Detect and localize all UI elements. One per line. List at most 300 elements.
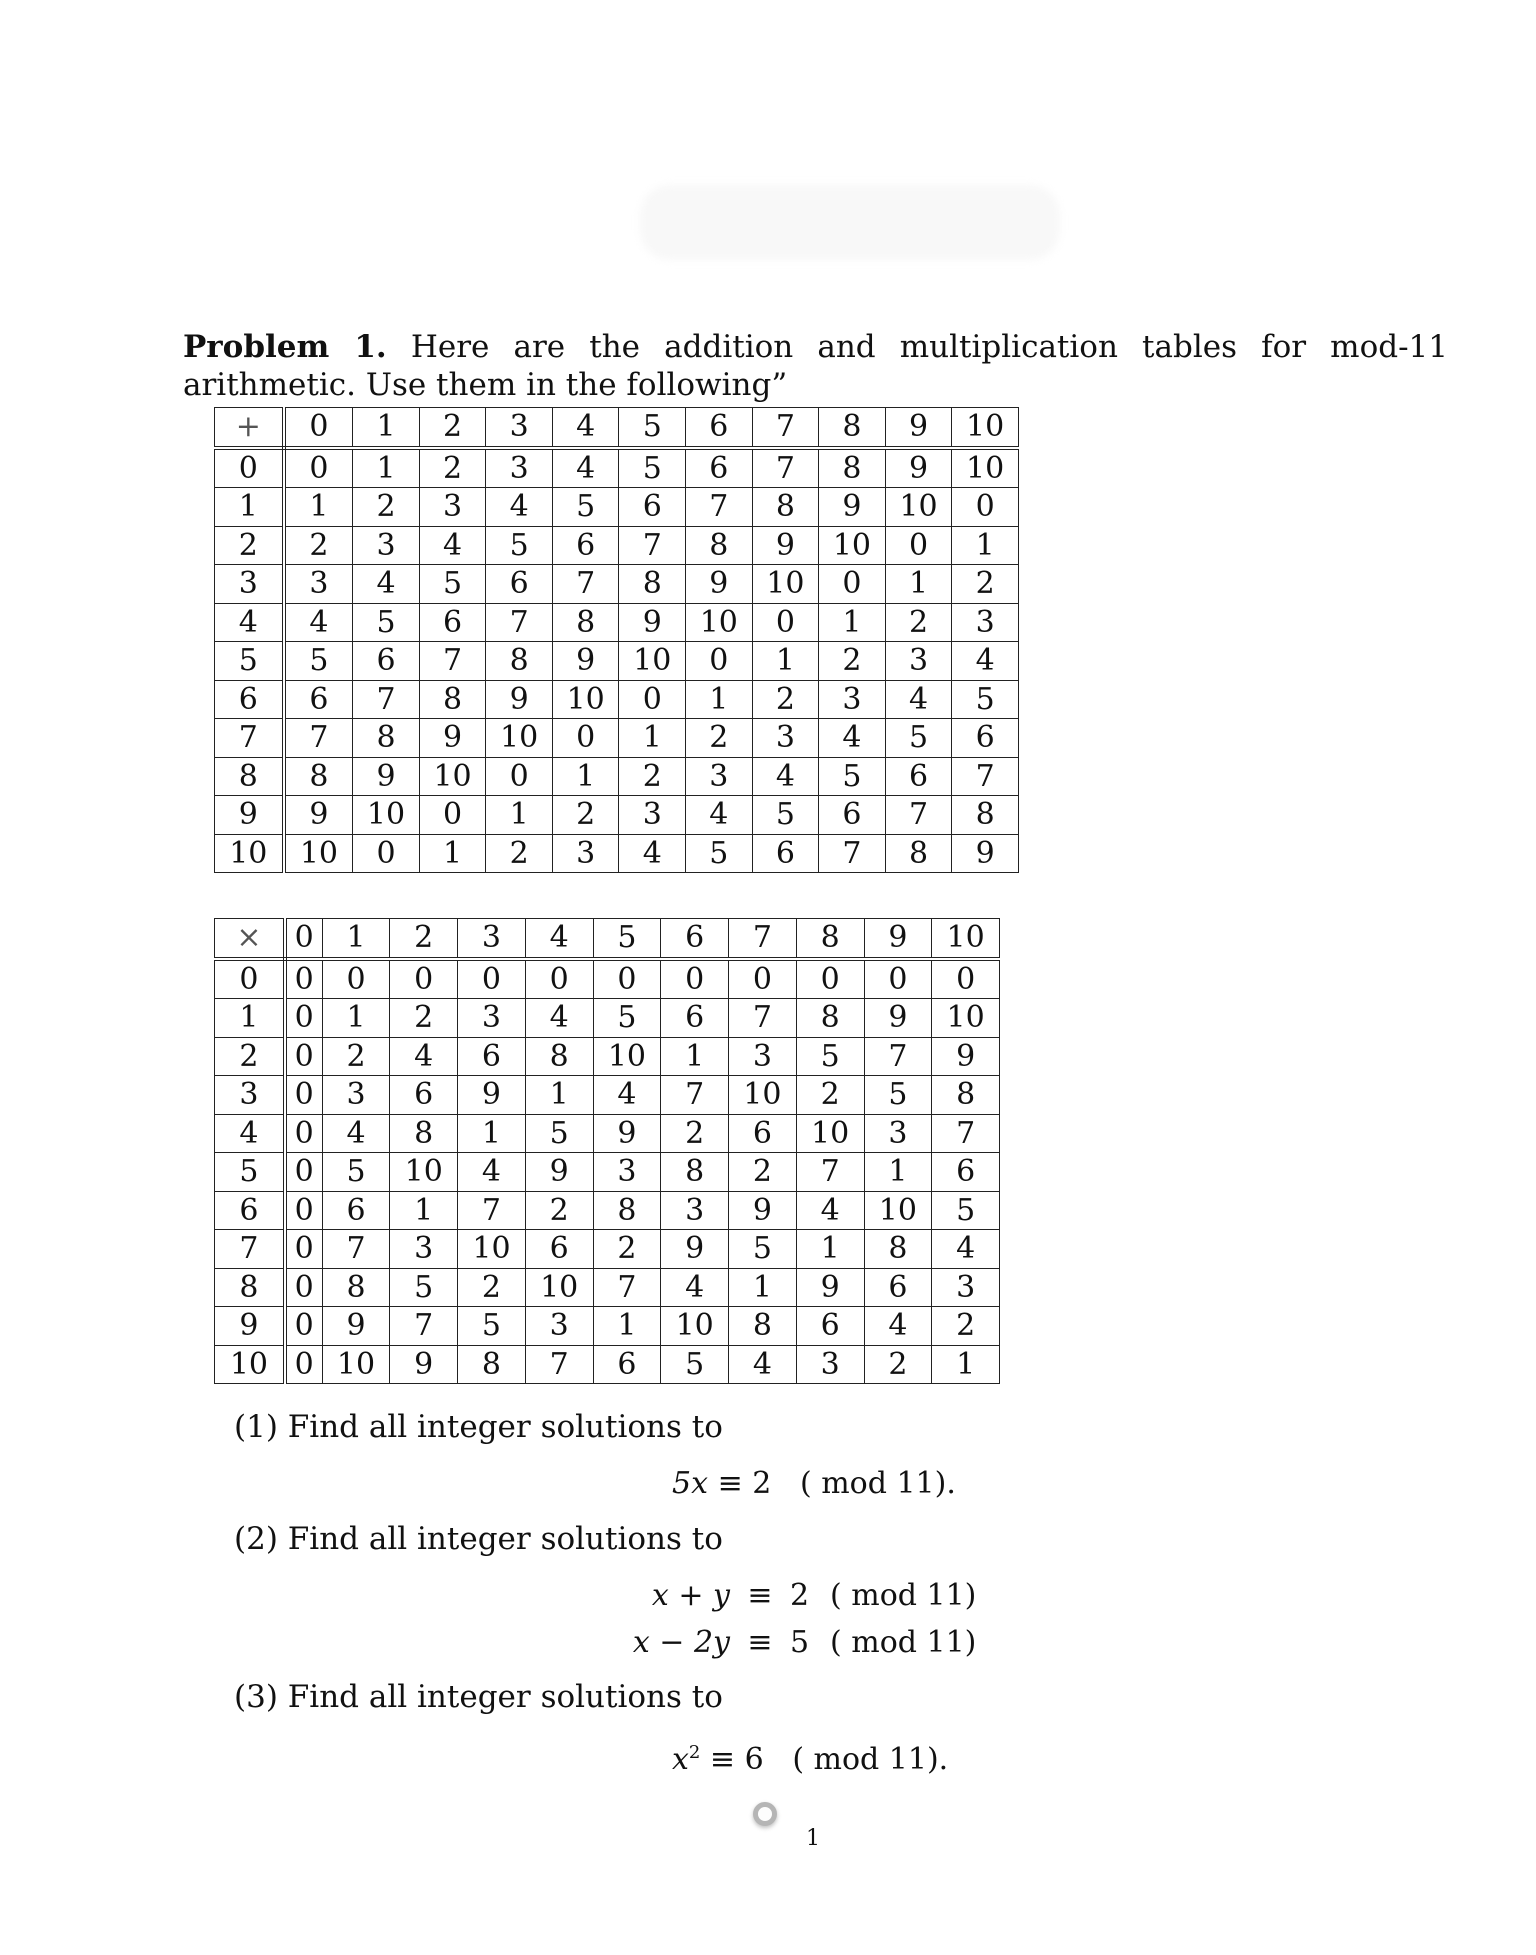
addition-row-header: 4 [215,603,284,642]
multiplication-cell: 1 [390,1191,458,1230]
multiplication-cell: 3 [593,1153,661,1192]
multiplication-row [215,999,1000,1038]
multiplication-cell: 2 [525,1191,593,1230]
multiplication-cell: 4 [729,1345,797,1384]
question-1-prompt: (1) Find all integer solutions to [234,1409,723,1445]
addition-cell: 3 [419,488,486,527]
multiplication-cell: 4 [864,1307,932,1346]
multiplication-cell: 6 [458,1037,526,1076]
multiplication-cell: 7 [796,1153,864,1192]
multiplication-row [215,1345,1000,1384]
addition-row [215,448,1019,488]
addition-cell: 7 [952,757,1019,796]
addition-cell: 10 [885,488,952,527]
addition-cell: 7 [819,834,886,873]
addition-cell: 7 [752,448,819,488]
addition-cell: 4 [284,603,353,642]
addition-cell: 0 [686,642,753,681]
multiplication-cell: 8 [661,1153,729,1192]
multiplication-row [215,1153,1000,1192]
addition-cell: 3 [752,719,819,758]
addition-row [215,719,1019,758]
addition-cell: 3 [686,757,753,796]
addition-cell: 6 [686,448,753,488]
question-1-equation [672,1465,956,1503]
addition-cell: 6 [885,757,952,796]
addition-cell: 2 [486,834,553,873]
addition-cell: 1 [552,757,619,796]
multiplication-cell: 10 [390,1153,458,1192]
addition-row [215,565,1019,604]
addition-column-header: 8 [819,408,886,448]
addition-cell: 1 [486,796,553,835]
multiplication-column-header: 8 [796,919,864,959]
addition-cell: 9 [353,757,420,796]
multiplication-cell: 4 [322,1114,390,1153]
multiplication-cell: 3 [729,1037,797,1076]
multiplication-cell: 2 [593,1230,661,1269]
addition-cell: 5 [619,448,686,488]
multiplication-cell: 0 [285,1307,322,1346]
multiplication-cell: 5 [322,1153,390,1192]
multiplication-cell: 10 [322,1345,390,1384]
addition-cell: 4 [353,565,420,604]
multiplication-row [215,959,1000,999]
question-2-system [620,1572,976,1666]
addition-cell: 7 [486,603,553,642]
multiplication-cell: 10 [661,1307,729,1346]
multiplication-cell: 10 [458,1230,526,1269]
q2-eq2-mod: ( mod 11) [830,1625,977,1660]
multiplication-row [215,1076,1000,1115]
addition-cell: 4 [952,642,1019,681]
multiplication-row [215,1114,1000,1153]
addition-cell: 9 [552,642,619,681]
addition-cell: 8 [552,603,619,642]
multiplication-cell: 8 [458,1345,526,1384]
addition-cell: 8 [885,834,952,873]
addition-cell: 5 [552,488,619,527]
multiplication-column-header: 1 [322,919,390,959]
blurred-header [640,185,1060,260]
addition-row [215,526,1019,565]
multiplication-cell: 8 [322,1268,390,1307]
multiplication-cell: 9 [525,1153,593,1192]
multiplication-column-header: 7 [729,919,797,959]
multiplication-column-header: 4 [525,919,593,959]
multiplication-row-header: 3 [215,1076,285,1115]
addition-column-header: 6 [686,408,753,448]
addition-cell: 0 [819,565,886,604]
addition-cell: 3 [486,448,553,488]
addition-cell: 0 [353,834,420,873]
addition-cell: 2 [419,448,486,488]
problem-intro: Here are the addition and multiplication tables for mod-11 arithmetic. Use them in the following” [183,329,1448,403]
addition-row [215,488,1019,527]
addition-cell: 8 [284,757,353,796]
multiplication-row-header: 8 [215,1268,285,1307]
q2-eq1-lhs: x + y [651,1578,730,1613]
multiplication-cell: 6 [932,1153,1000,1192]
addition-cell: 8 [486,642,553,681]
multiplication-cell: 5 [729,1230,797,1269]
multiplication-row [215,1191,1000,1230]
multiplication-cell: 3 [661,1191,729,1230]
addition-cell: 1 [419,834,486,873]
addition-cell: 4 [752,757,819,796]
multiplication-cell: 0 [864,959,932,999]
addition-cell: 8 [353,719,420,758]
addition-cell: 9 [819,488,886,527]
addition-cell: 9 [284,796,353,835]
addition-cell: 7 [885,796,952,835]
multiplication-cell: 3 [796,1345,864,1384]
q3-mod: ( mod 11). [792,1742,949,1777]
multiplication-row [215,1268,1000,1307]
addition-cell: 4 [486,488,553,527]
multiplication-cell: 1 [932,1345,1000,1384]
multiplication-cell: 8 [932,1076,1000,1115]
addition-cell: 4 [885,680,952,719]
multiplication-row-header: 1 [215,999,285,1038]
addition-cell: 3 [885,642,952,681]
addition-cell: 5 [419,565,486,604]
multiplication-cell: 3 [458,999,526,1038]
addition-column-header: 4 [552,408,619,448]
multiplication-cell: 7 [729,999,797,1038]
q2-eq2-rel: ≡ [747,1625,773,1660]
addition-cell: 6 [619,488,686,527]
question-3-prompt: (3) Find all integer solutions to [234,1679,723,1715]
multiplication-cell: 6 [525,1230,593,1269]
addition-row-header: 2 [215,526,284,565]
addition-cell: 4 [419,526,486,565]
addition-cell: 4 [819,719,886,758]
addition-row [215,603,1019,642]
multiplication-cell: 1 [864,1153,932,1192]
multiplication-cell: 6 [322,1191,390,1230]
addition-column-header: 3 [486,408,553,448]
addition-column-header: 9 [885,408,952,448]
multiplication-cell: 0 [729,959,797,999]
multiplication-cell: 0 [285,1230,322,1269]
q2-equation-2 [620,1619,976,1666]
question-3-equation [672,1734,948,1779]
addition-cell: 7 [353,680,420,719]
question-2-prompt: (2) Find all integer solutions to [234,1521,723,1557]
multiplication-cell: 0 [390,959,458,999]
multiplication-column-header: 6 [661,919,729,959]
addition-cell: 1 [752,642,819,681]
multiplication-cell: 2 [458,1268,526,1307]
q3-rel: ≡ [709,1742,736,1777]
multiplication-cell: 0 [285,1153,322,1192]
addition-cell: 5 [885,719,952,758]
addition-cell: 10 [952,448,1019,488]
addition-row [215,642,1019,681]
addition-cell: 7 [552,565,619,604]
multiplication-cell: 4 [593,1076,661,1115]
multiplication-cell: 9 [932,1037,1000,1076]
addition-cell: 3 [619,796,686,835]
multiplication-cell: 0 [285,1268,322,1307]
addition-cell: 5 [284,642,353,681]
addition-cell: 2 [752,680,819,719]
multiplication-cell: 5 [796,1037,864,1076]
q2-equation-1 [620,1572,976,1619]
addition-cell: 8 [419,680,486,719]
multiplication-cell: 7 [390,1307,458,1346]
multiplication-cell: 1 [661,1037,729,1076]
multiplication-cell: 10 [593,1037,661,1076]
spinner-icon [753,1802,777,1826]
multiplication-cell: 7 [525,1345,593,1384]
multiplication-cell: 7 [458,1191,526,1230]
multiplication-cell: 10 [796,1114,864,1153]
multiplication-cell: 0 [285,1191,322,1230]
addition-cell: 6 [419,603,486,642]
q3-lhs-base: x [672,1742,689,1777]
q1-mod: ( mod 11). [799,1466,956,1501]
problem-statement [183,328,1448,404]
multiplication-cell: 9 [322,1307,390,1346]
multiplication-cell: 6 [593,1345,661,1384]
addition-cell: 3 [353,526,420,565]
addition-cell: 5 [819,757,886,796]
multiplication-cell: 3 [864,1114,932,1153]
addition-cell: 9 [419,719,486,758]
multiplication-cell: 9 [458,1076,526,1115]
multiplication-cell: 0 [285,1114,322,1153]
addition-cell: 10 [686,603,753,642]
addition-cell: 6 [486,565,553,604]
multiplication-cell: 2 [661,1114,729,1153]
multiplication-cell: 0 [796,959,864,999]
addition-header-row [215,408,1019,448]
addition-column-header: 10 [952,408,1019,448]
multiplication-cell: 5 [525,1114,593,1153]
addition-cell: 5 [952,680,1019,719]
multiplication-cell: 3 [390,1230,458,1269]
addition-cell: 6 [353,642,420,681]
addition-row [215,796,1019,835]
multiplication-cell: 10 [932,999,1000,1038]
addition-cell: 10 [284,834,353,873]
multiplication-cell: 3 [322,1076,390,1115]
q2-eq1-rhs: 2 [790,1578,810,1613]
multiplication-cell: 1 [729,1268,797,1307]
multiplication-cell: 9 [729,1191,797,1230]
addition-cell: 2 [284,526,353,565]
q3-rhs: 6 [744,1742,764,1777]
multiplication-row-header: 4 [215,1114,285,1153]
addition-cell: 9 [686,565,753,604]
multiplication-cell: 5 [458,1307,526,1346]
multiplication-cell: 9 [796,1268,864,1307]
multiplication-cell: 2 [796,1076,864,1115]
multiplication-cell: 4 [661,1268,729,1307]
addition-cell: 4 [686,796,753,835]
multiplication-header-row [215,919,1000,959]
multiplication-row-header: 0 [215,959,285,999]
multiplication-row-header: 6 [215,1191,285,1230]
multiplication-cell: 4 [796,1191,864,1230]
addition-cell: 3 [819,680,886,719]
multiplication-cell: 2 [864,1345,932,1384]
addition-cell: 8 [752,488,819,527]
multiplication-cell: 8 [390,1114,458,1153]
multiplication-cell: 0 [932,959,1000,999]
addition-cell: 8 [819,448,886,488]
addition-row-header: 3 [215,565,284,604]
multiplication-cell: 7 [593,1268,661,1307]
multiplication-cell: 0 [285,1345,322,1384]
addition-row-header: 9 [215,796,284,835]
multiplication-cell: 6 [796,1307,864,1346]
addition-cell: 10 [619,642,686,681]
multiplication-cell: 5 [593,999,661,1038]
multiplication-cell: 0 [285,1037,322,1076]
multiplication-cell: 8 [796,999,864,1038]
addition-cell: 6 [284,680,353,719]
multiplication-cell: 1 [322,999,390,1038]
q1-rhs: 2 [752,1466,772,1501]
addition-cell: 1 [686,680,753,719]
page-number: 1 [806,1826,820,1851]
multiplication-cell: 9 [390,1345,458,1384]
addition-cell: 4 [552,448,619,488]
multiplication-cell: 0 [458,959,526,999]
addition-cell: 0 [486,757,553,796]
addition-cell: 1 [619,719,686,758]
addition-cell: 9 [952,834,1019,873]
addition-cell: 2 [952,565,1019,604]
q2-eq2-rhs: 5 [790,1625,810,1660]
addition-cell: 10 [486,719,553,758]
addition-cell: 1 [284,488,353,527]
multiplication-row-header: 5 [215,1153,285,1192]
multiplication-cell: 7 [864,1037,932,1076]
addition-cell: 1 [819,603,886,642]
multiplication-cell: 2 [322,1037,390,1076]
addition-cell: 2 [819,642,886,681]
addition-column-header: 0 [284,408,353,448]
multiplication-cell: 3 [525,1307,593,1346]
addition-cell: 5 [686,834,753,873]
addition-row-header: 7 [215,719,284,758]
multiplication-column-header: 9 [864,919,932,959]
addition-column-header: 5 [619,408,686,448]
q3-lhs-exp: 2 [688,1742,701,1763]
addition-cell: 2 [552,796,619,835]
addition-cell: 4 [619,834,686,873]
addition-cell: 9 [619,603,686,642]
multiplication-cell: 4 [932,1230,1000,1269]
addition-cell: 1 [952,526,1019,565]
multiplication-cell: 0 [285,959,322,999]
multiplication-cell: 7 [322,1230,390,1269]
multiplication-cell: 4 [525,999,593,1038]
addition-column-header: 1 [353,408,420,448]
multiplication-cell: 1 [796,1230,864,1269]
addition-row [215,680,1019,719]
multiplication-cell: 5 [932,1191,1000,1230]
multiplication-table [214,918,1000,1384]
multiplication-cell: 6 [864,1268,932,1307]
addition-cell: 5 [353,603,420,642]
multiplication-cell: 9 [593,1114,661,1153]
multiplication-cell: 9 [864,999,932,1038]
multiplication-row [215,1037,1000,1076]
addition-cell: 9 [752,526,819,565]
addition-cell: 2 [619,757,686,796]
addition-cell: 0 [752,603,819,642]
q2-eq1-mod: ( mod 11) [830,1578,977,1613]
multiplication-cell: 7 [932,1114,1000,1153]
multiplication-cell: 0 [593,959,661,999]
addition-row-header: 1 [215,488,284,527]
addition-cell: 9 [885,448,952,488]
multiplication-row-header: 10 [215,1345,285,1384]
multiplication-cell: 6 [390,1076,458,1115]
addition-row [215,834,1019,873]
addition-cell: 0 [619,680,686,719]
multiplication-row [215,1230,1000,1269]
multiplication-cell: 2 [729,1153,797,1192]
addition-row-header: 10 [215,834,284,873]
multiplication-cell: 6 [729,1114,797,1153]
addition-cell: 0 [952,488,1019,527]
addition-row-header: 5 [215,642,284,681]
addition-cell: 8 [619,565,686,604]
addition-cell: 6 [752,834,819,873]
addition-cell: 9 [486,680,553,719]
multiplication-cell: 4 [458,1153,526,1192]
multiplication-cell: 7 [661,1076,729,1115]
multiplication-cell: 0 [285,1076,322,1115]
multiplication-cell: 5 [661,1345,729,1384]
multiplication-row-header: 9 [215,1307,285,1346]
addition-cell: 10 [353,796,420,835]
addition-row-header: 0 [215,448,284,488]
addition-cell: 10 [419,757,486,796]
q1-rel: ≡ [717,1466,743,1501]
multiplication-cell: 8 [593,1191,661,1230]
addition-cell: 5 [752,796,819,835]
addition-cell: 0 [552,719,619,758]
addition-cell: 3 [552,834,619,873]
addition-row [215,757,1019,796]
addition-row-header: 6 [215,680,284,719]
addition-cell: 10 [819,526,886,565]
multiplication-column-header: 5 [593,919,661,959]
addition-cell: 1 [885,565,952,604]
addition-cell: 7 [419,642,486,681]
multiplication-cell: 10 [525,1268,593,1307]
multiplication-cell: 1 [458,1114,526,1153]
multiplication-cell: 8 [525,1037,593,1076]
addition-cell: 6 [952,719,1019,758]
multiplication-row [215,1307,1000,1346]
multiplication-cell: 9 [661,1230,729,1269]
multiplication-cell: 0 [661,959,729,999]
multiplication-row-header: 2 [215,1037,285,1076]
multiplication-cell: 1 [525,1076,593,1115]
addition-cell: 2 [885,603,952,642]
addition-cell: 7 [619,526,686,565]
addition-table [214,407,1019,873]
addition-cell: 3 [284,565,353,604]
